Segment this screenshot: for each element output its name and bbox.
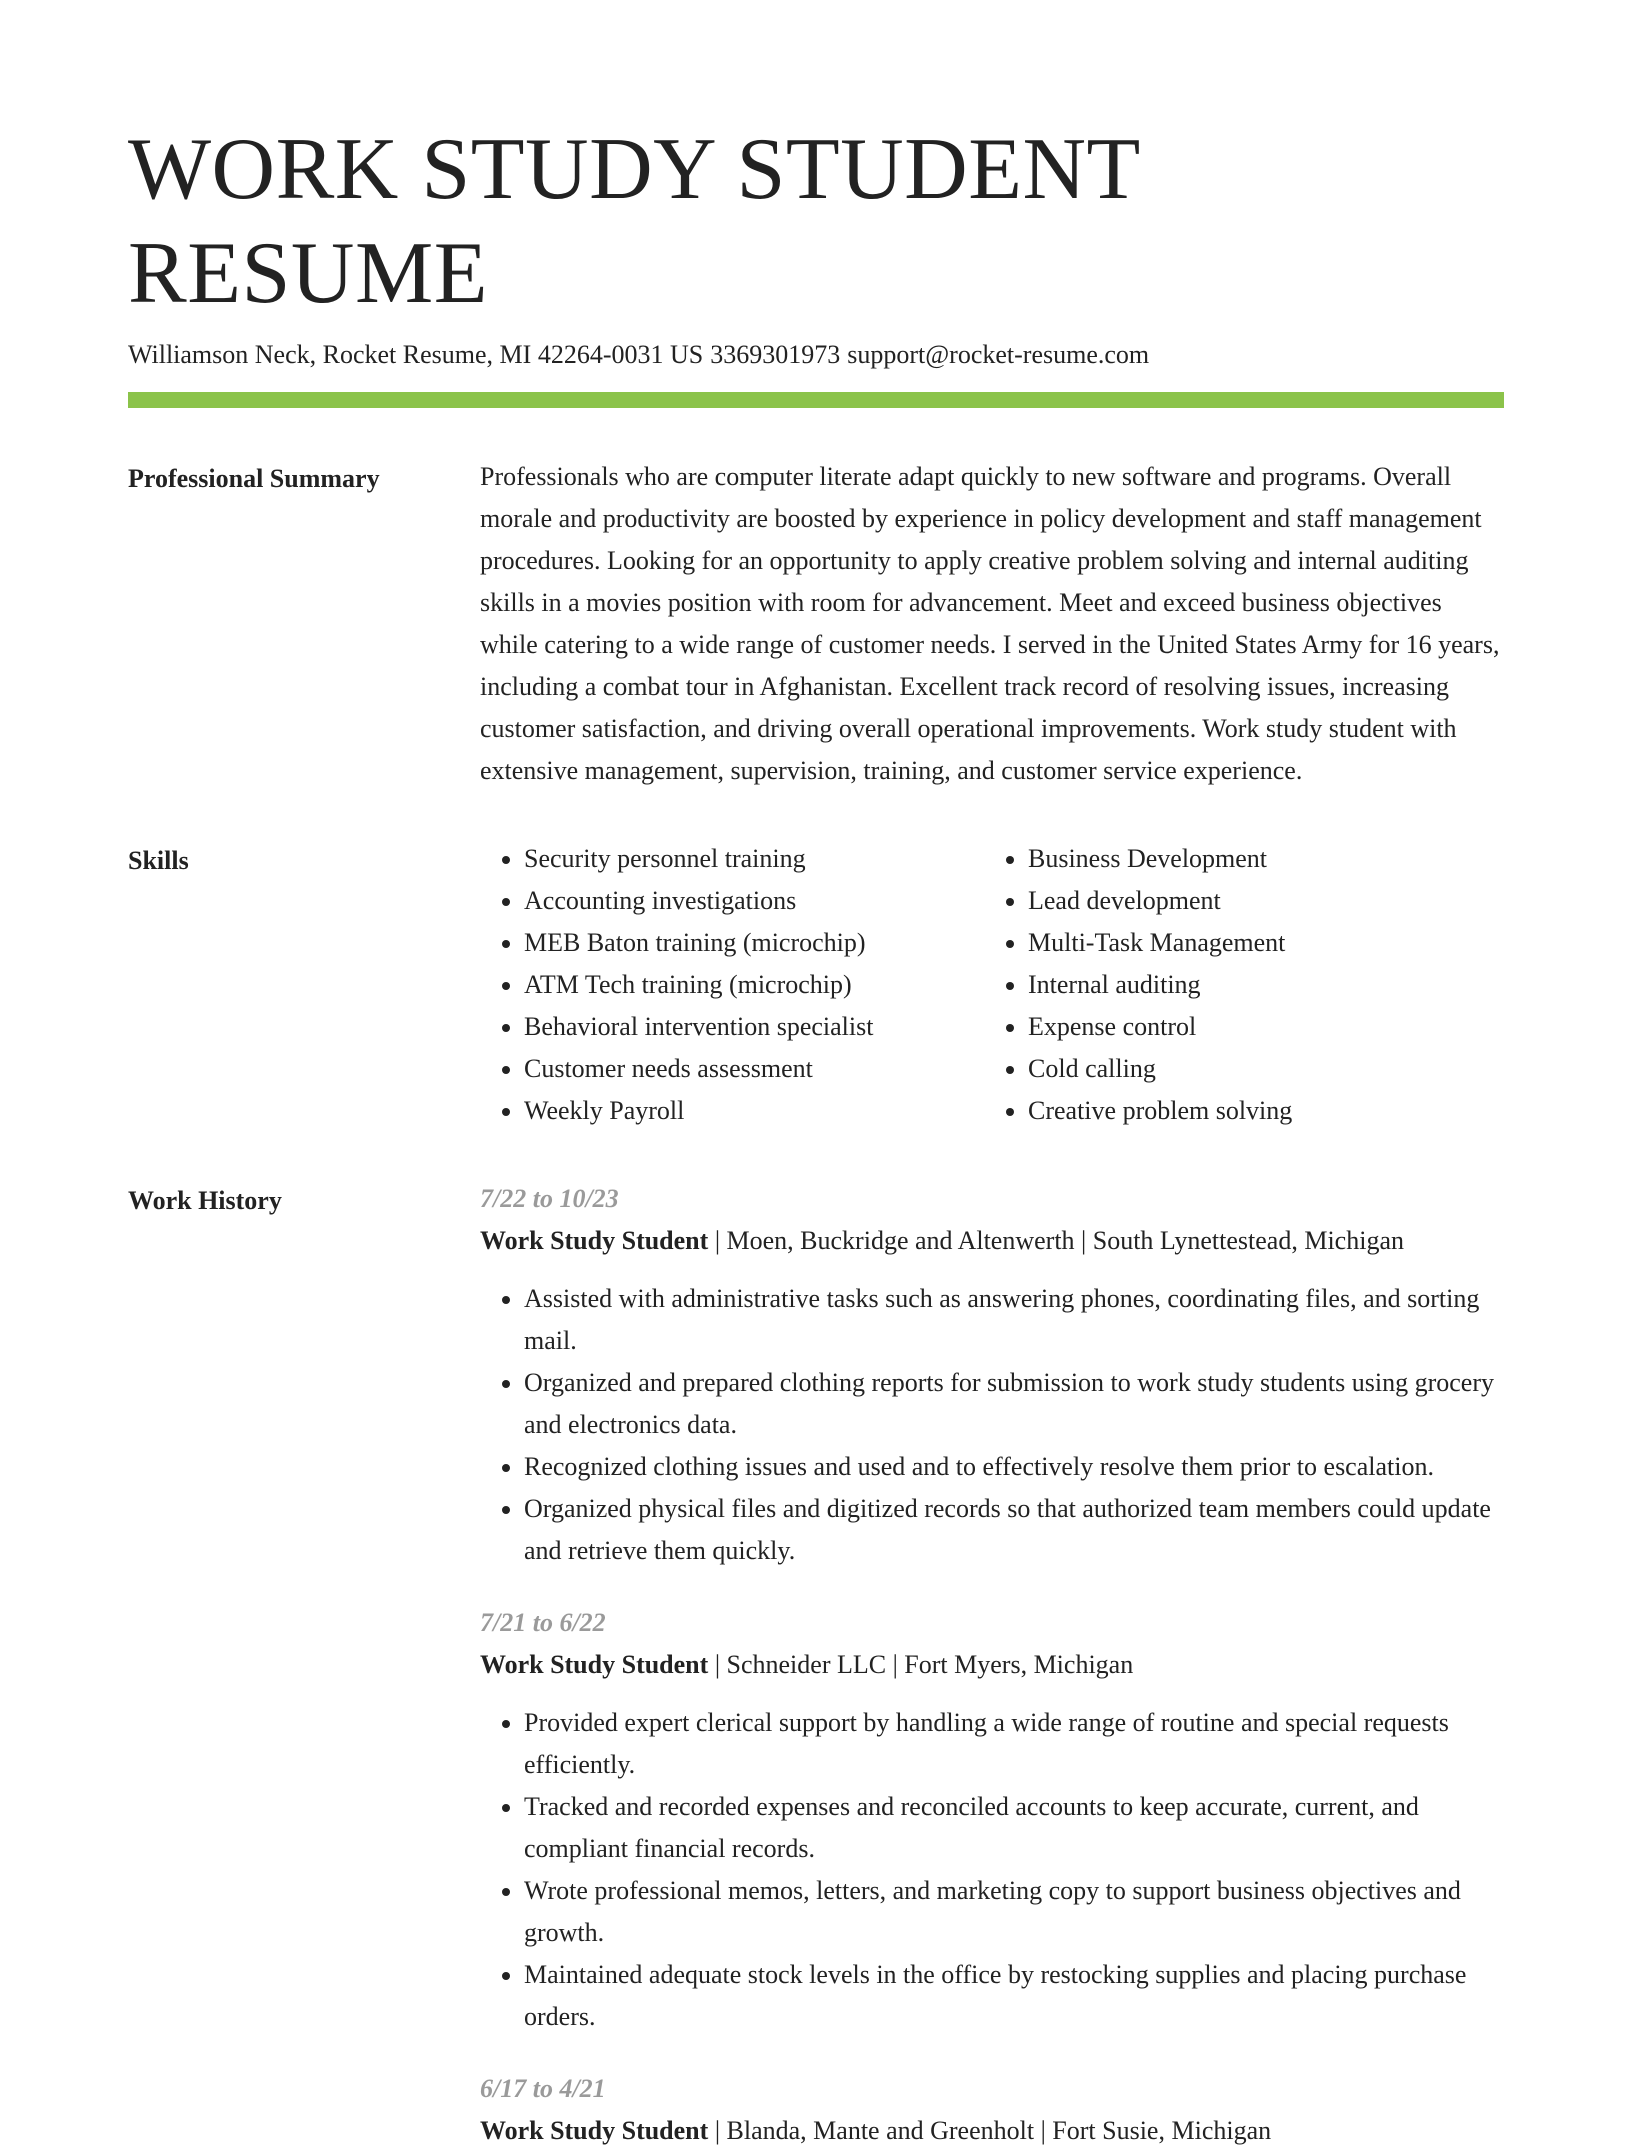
skill-item: • Accounting investigations (524, 880, 984, 922)
job-entry (480, 1178, 1504, 1572)
job-role: Work Study Student (480, 2116, 709, 2145)
resume-page (128, 118, 1504, 2152)
skill-item: • Behavioral intervention specialist (524, 1006, 984, 1048)
skill-item: • Internal auditing (1028, 964, 1292, 1006)
skill-item: • MEB Baton training (microchip) (524, 922, 984, 964)
job-duty: • Tracked and recorded expenses and reconciled accounts to keep accurate, current, and compliant financial records. (524, 1786, 1504, 1870)
job-header (480, 2110, 1504, 2152)
contact-address: Williamson Neck, Rocket Resume, MI 42264-0031 US (128, 340, 704, 369)
skill-item: • Security personnel training (524, 838, 984, 880)
work-history-heading: Work History (128, 1186, 282, 1215)
skill-item: • Weekly Payroll (524, 1090, 984, 1132)
job-duty: • Wrote professional memos, letters, and marketing copy to support business objectives and growth. (524, 1870, 1504, 1954)
job-duty: • Organized physical files and digitized records so that authorized team members could update and retrieve them quickly. (524, 1488, 1504, 1572)
job-duty: • Assisted with administrative tasks such as answering phones, coordinating files, and sorting mail. (524, 1278, 1504, 1362)
job-duty: • Organized and prepared clothing reports for submission to work study students using grocery and electronics data. (524, 1362, 1504, 1446)
job-header (480, 1220, 1504, 1262)
work-history-section (128, 1182, 1504, 2152)
contact-line (128, 338, 1504, 372)
summary-text: Professionals who are computer literate adapt quickly to new software and programs. Overall morale and productivity are boosted by experience in policy development and staff management procedures. Looking for an opportunity to apply creative problem solving and internal auditing skills in a movies position with room for advancement. Meet and exceed business objectives while catering to a wide range of customer needs. I served in the United States Army for 16 years, including a combat tour in Afghanistan. Excellent track record of resolving issues, increasing customer satisfaction, and driving overall operational improvements. Work study student with extensive management, supervision, training, and customer service experience. (480, 462, 1500, 785)
skill-item: • Lead development (1028, 880, 1292, 922)
skill-item: • Business Development (1028, 838, 1292, 880)
job-dates: 7/21 to 6/22 (480, 1608, 606, 1637)
skills-list-right (984, 838, 1292, 1132)
job-dates: 7/22 to 10/23 (480, 1184, 619, 1213)
resume-title: WORK STUDY STUDENT RESUME (128, 121, 1140, 322)
job-employer-location: | Moen, Buckridge and Altenwerth | South Lynettestead, Michigan (708, 1226, 1404, 1255)
job-employer-location: | Schneider LLC | Fort Myers, Michigan (708, 1650, 1134, 1679)
accent-divider (128, 392, 1504, 408)
summary-heading: Professional Summary (128, 464, 380, 493)
skills-section (128, 842, 1504, 1132)
job-duties (480, 1702, 1504, 2038)
skill-item: • ATM Tech training (microchip) (524, 964, 984, 1006)
skills-heading: Skills (128, 846, 189, 875)
job-entry (480, 2068, 1504, 2152)
job-duty: • Provided expert clerical support by handling a wide range of routine and special requests efficiently. (524, 1702, 1504, 1786)
job-role: Work Study Student (480, 1226, 709, 1255)
skill-item: • Cold calling (1028, 1048, 1292, 1090)
job-dates: 6/17 to 4/21 (480, 2074, 606, 2103)
job-entry (480, 1602, 1504, 2038)
job-employer-location: | Blanda, Mante and Greenholt | Fort Susie, Michigan (708, 2116, 1272, 2145)
job-duty: • Maintained adequate stock levels in the office by restocking supplies and placing purchase orders. (524, 1954, 1504, 2038)
contact-phone: 3369301973 (710, 340, 841, 369)
skill-item: • Customer needs assessment (524, 1048, 984, 1090)
job-role: Work Study Student (480, 1650, 709, 1679)
skills-list-left (480, 838, 984, 1132)
skill-item: • Creative problem solving (1028, 1090, 1292, 1132)
job-duties (480, 1278, 1504, 1572)
contact-email: support@rocket-resume.com (847, 340, 1150, 369)
job-header (480, 1644, 1504, 1686)
summary-section (128, 460, 1504, 792)
skill-item: • Expense control (1028, 1006, 1292, 1048)
skill-item: • Multi-Task Management (1028, 922, 1292, 964)
job-duty: • Recognized clothing issues and used and to effectively resolve them prior to escalation. (524, 1446, 1504, 1488)
